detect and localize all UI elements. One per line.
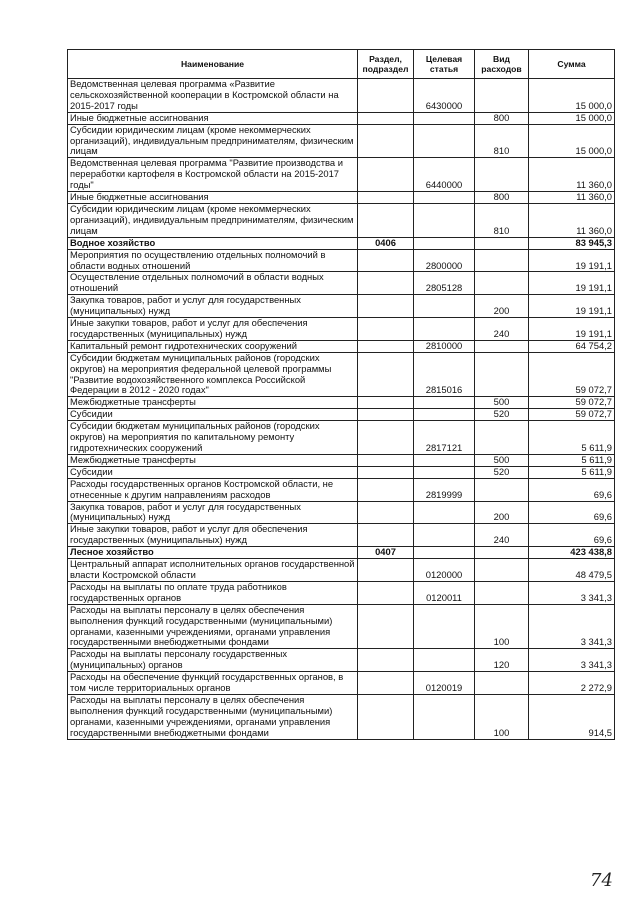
table-row [68, 672, 615, 695]
cell-section [358, 318, 414, 341]
cell-kind [475, 79, 529, 113]
cell-section [358, 79, 414, 113]
table-row [68, 397, 615, 409]
cell-kind: 100 [475, 604, 529, 649]
cell-kind [475, 237, 529, 249]
cell-kind [475, 340, 529, 352]
cell-target [414, 524, 475, 547]
table-row [68, 112, 615, 124]
cell-kind: 810 [475, 124, 529, 158]
cell-target [414, 454, 475, 466]
cell-sum: 59 072,7 [529, 409, 615, 421]
cell-section: 0407 [358, 547, 414, 559]
table-row [68, 421, 615, 455]
cell-kind [475, 581, 529, 604]
cell-kind: 200 [475, 501, 529, 524]
cell-kind: 500 [475, 454, 529, 466]
cell-section [358, 581, 414, 604]
table-row [68, 295, 615, 318]
cell-sum: 69,6 [529, 478, 615, 501]
cell-target: 0120000 [414, 559, 475, 582]
table-row [68, 581, 615, 604]
cell-sum: 15 000,0 [529, 112, 615, 124]
table-row [68, 649, 615, 672]
cell-sum: 19 191,1 [529, 272, 615, 295]
cell-name: Мероприятия по осуществлению отдельных полномочий в области водных отношений [68, 249, 358, 272]
table-row [68, 158, 615, 192]
cell-target [414, 501, 475, 524]
cell-name: Капитальный ремонт гидротехнических сооружений [68, 340, 358, 352]
table-row [68, 192, 615, 204]
cell-kind: 120 [475, 649, 529, 672]
cell-target [414, 649, 475, 672]
table-body [68, 79, 615, 740]
table-row [68, 604, 615, 649]
cell-section [358, 192, 414, 204]
cell-section [358, 694, 414, 739]
cell-sum: 3 341,3 [529, 649, 615, 672]
cell-sum: 19 191,1 [529, 249, 615, 272]
cell-section [358, 409, 414, 421]
cell-target [414, 409, 475, 421]
table-row [68, 466, 615, 478]
cell-name: Ведомственная целевая программа "Развитие производства и переработки картофеля в Костромской области на 2015-2017 годы" [68, 158, 358, 192]
cell-sum: 11 360,0 [529, 158, 615, 192]
cell-target: 6440000 [414, 158, 475, 192]
cell-section [358, 524, 414, 547]
table-row [68, 547, 615, 559]
table-row [68, 352, 615, 397]
cell-kind [475, 272, 529, 295]
cell-sum: 914,5 [529, 694, 615, 739]
cell-sum: 423 438,8 [529, 547, 615, 559]
header-section: Раздел, подраздел [358, 50, 414, 79]
cell-sum: 5 611,9 [529, 421, 615, 455]
cell-kind [475, 352, 529, 397]
cell-section [358, 340, 414, 352]
cell-name: Субсидии бюджетам муниципальных районов (городских округов) на мероприятия федеральной целевой программы "Развитие водохозяйственного комплекса Российской Федерации в 2012 - 2020 годах" [68, 352, 358, 397]
cell-target: 2805128 [414, 272, 475, 295]
cell-section [358, 604, 414, 649]
cell-section [358, 272, 414, 295]
cell-kind: 100 [475, 694, 529, 739]
cell-sum: 48 479,5 [529, 559, 615, 582]
cell-target [414, 203, 475, 237]
cell-name: Осуществление отдельных полномочий в области водных отношений [68, 272, 358, 295]
cell-target [414, 192, 475, 204]
cell-name: Лесное хозяйство [68, 547, 358, 559]
cell-name: Субсидии юридическим лицам (кроме некоммерческих организаций), индивидуальным предпринимателям, физическим лицам [68, 124, 358, 158]
cell-kind [475, 158, 529, 192]
table-row [68, 249, 615, 272]
cell-section [358, 478, 414, 501]
table-row [68, 559, 615, 582]
cell-name: Ведомственная целевая программа «Развитие сельскохозяйственной кооперации в Костромской области на 2015-2017 годы [68, 79, 358, 113]
cell-section [358, 124, 414, 158]
cell-target: 6430000 [414, 79, 475, 113]
cell-target: 2819999 [414, 478, 475, 501]
header-target: Целевая статья [414, 50, 475, 79]
cell-kind: 200 [475, 295, 529, 318]
table-row [68, 79, 615, 113]
cell-kind [475, 559, 529, 582]
cell-name: Расходы на выплаты персоналу государственных (муниципальных) органов [68, 649, 358, 672]
cell-kind [475, 547, 529, 559]
table-row [68, 694, 615, 739]
header-kind: Вид расходов [475, 50, 529, 79]
cell-section [358, 352, 414, 397]
cell-section [358, 295, 414, 318]
header-sum: Сумма [529, 50, 615, 79]
cell-section [358, 249, 414, 272]
cell-sum: 83 945,3 [529, 237, 615, 249]
cell-section [358, 454, 414, 466]
cell-target [414, 318, 475, 341]
cell-section [358, 466, 414, 478]
page-number: 74 [590, 870, 613, 891]
cell-name: Закупка товаров, работ и услуг для государственных (муниципальных) нужд [68, 295, 358, 318]
cell-name: Межбюджетные трансферты [68, 397, 358, 409]
cell-name: Закупка товаров, работ и услуг для государственных (муниципальных) нужд [68, 501, 358, 524]
cell-sum: 15 000,0 [529, 124, 615, 158]
cell-target [414, 124, 475, 158]
cell-sum: 5 611,9 [529, 466, 615, 478]
cell-sum: 11 360,0 [529, 192, 615, 204]
cell-kind: 500 [475, 397, 529, 409]
table-row [68, 272, 615, 295]
cell-sum: 2 272,9 [529, 672, 615, 695]
cell-target [414, 604, 475, 649]
cell-kind: 520 [475, 409, 529, 421]
cell-kind: 240 [475, 524, 529, 547]
cell-target [414, 397, 475, 409]
table-header-row [68, 50, 615, 79]
cell-name: Субсидии юридическим лицам (кроме некоммерческих организаций), индивидуальным предпринимателям, физическим лицам [68, 203, 358, 237]
cell-target [414, 295, 475, 318]
cell-sum: 11 360,0 [529, 203, 615, 237]
cell-sum: 3 341,3 [529, 604, 615, 649]
cell-name: Расходы на выплаты персоналу в целях обеспечения выполнения функций государственными (муниципальными) органами, казенными учреждениями, органами управления государственными внебюджетными фондами [68, 604, 358, 649]
table-row [68, 124, 615, 158]
cell-section [358, 672, 414, 695]
cell-sum: 3 341,3 [529, 581, 615, 604]
cell-name: Субсидии [68, 466, 358, 478]
cell-name: Расходы на выплаты персоналу в целях обеспечения выполнения функций государственными (муниципальными) органами, казенными учреждениями, органами управления государственными внебюджетными фондами [68, 694, 358, 739]
cell-name: Водное хозяйство [68, 237, 358, 249]
cell-kind: 240 [475, 318, 529, 341]
table-row [68, 501, 615, 524]
cell-kind [475, 672, 529, 695]
cell-sum: 19 191,1 [529, 295, 615, 318]
budget-table [67, 49, 615, 740]
cell-target: 0120019 [414, 672, 475, 695]
cell-section [358, 397, 414, 409]
table-row [68, 478, 615, 501]
table-row [68, 409, 615, 421]
cell-name: Субсидии бюджетам муниципальных районов (городских округов) на мероприятия по капитальному ремонту гидротехнических сооружений [68, 421, 358, 455]
cell-kind: 800 [475, 112, 529, 124]
cell-sum: 69,6 [529, 501, 615, 524]
cell-section [358, 559, 414, 582]
cell-section: 0406 [358, 237, 414, 249]
cell-sum: 59 072,7 [529, 352, 615, 397]
cell-name: Расходы государственных органов Костромской области, не отнесенные к другим направлениям расходов [68, 478, 358, 501]
cell-target [414, 694, 475, 739]
cell-name: Расходы на выплаты по оплате труда работников государственных органов [68, 581, 358, 604]
table-row [68, 318, 615, 341]
cell-target [414, 112, 475, 124]
cell-section [358, 158, 414, 192]
cell-target: 2815016 [414, 352, 475, 397]
cell-name: Иные закупки товаров, работ и услуг для обеспечения государственных (муниципальных) нужд [68, 524, 358, 547]
cell-section [358, 649, 414, 672]
cell-name: Расходы на обеспечение функций государственных органов, в том числе территориальных органов [68, 672, 358, 695]
cell-kind [475, 421, 529, 455]
header-name: Наименование [68, 50, 358, 79]
cell-section [358, 203, 414, 237]
cell-kind: 800 [475, 192, 529, 204]
cell-kind [475, 249, 529, 272]
cell-sum: 59 072,7 [529, 397, 615, 409]
table-row [68, 237, 615, 249]
cell-section [358, 112, 414, 124]
cell-sum: 19 191,1 [529, 318, 615, 341]
cell-target: 2810000 [414, 340, 475, 352]
cell-target [414, 466, 475, 478]
cell-target: 0120011 [414, 581, 475, 604]
cell-sum: 69,6 [529, 524, 615, 547]
cell-section [358, 501, 414, 524]
cell-name: Центральный аппарат исполнительных органов государственной власти Костромской области [68, 559, 358, 582]
cell-target: 2817121 [414, 421, 475, 455]
cell-target [414, 237, 475, 249]
cell-target: 2800000 [414, 249, 475, 272]
cell-name: Межбюджетные трансферты [68, 454, 358, 466]
cell-kind [475, 478, 529, 501]
cell-sum: 5 611,9 [529, 454, 615, 466]
cell-name: Субсидии [68, 409, 358, 421]
table-row [68, 524, 615, 547]
cell-kind: 520 [475, 466, 529, 478]
cell-sum: 15 000,0 [529, 79, 615, 113]
table-row [68, 340, 615, 352]
cell-sum: 64 754,2 [529, 340, 615, 352]
cell-kind: 810 [475, 203, 529, 237]
table-row [68, 203, 615, 237]
cell-target [414, 547, 475, 559]
table-row [68, 454, 615, 466]
cell-section [358, 421, 414, 455]
cell-name: Иные бюджетные ассигнования [68, 192, 358, 204]
cell-name: Иные закупки товаров, работ и услуг для обеспечения государственных (муниципальных) нужд [68, 318, 358, 341]
cell-name: Иные бюджетные ассигнования [68, 112, 358, 124]
